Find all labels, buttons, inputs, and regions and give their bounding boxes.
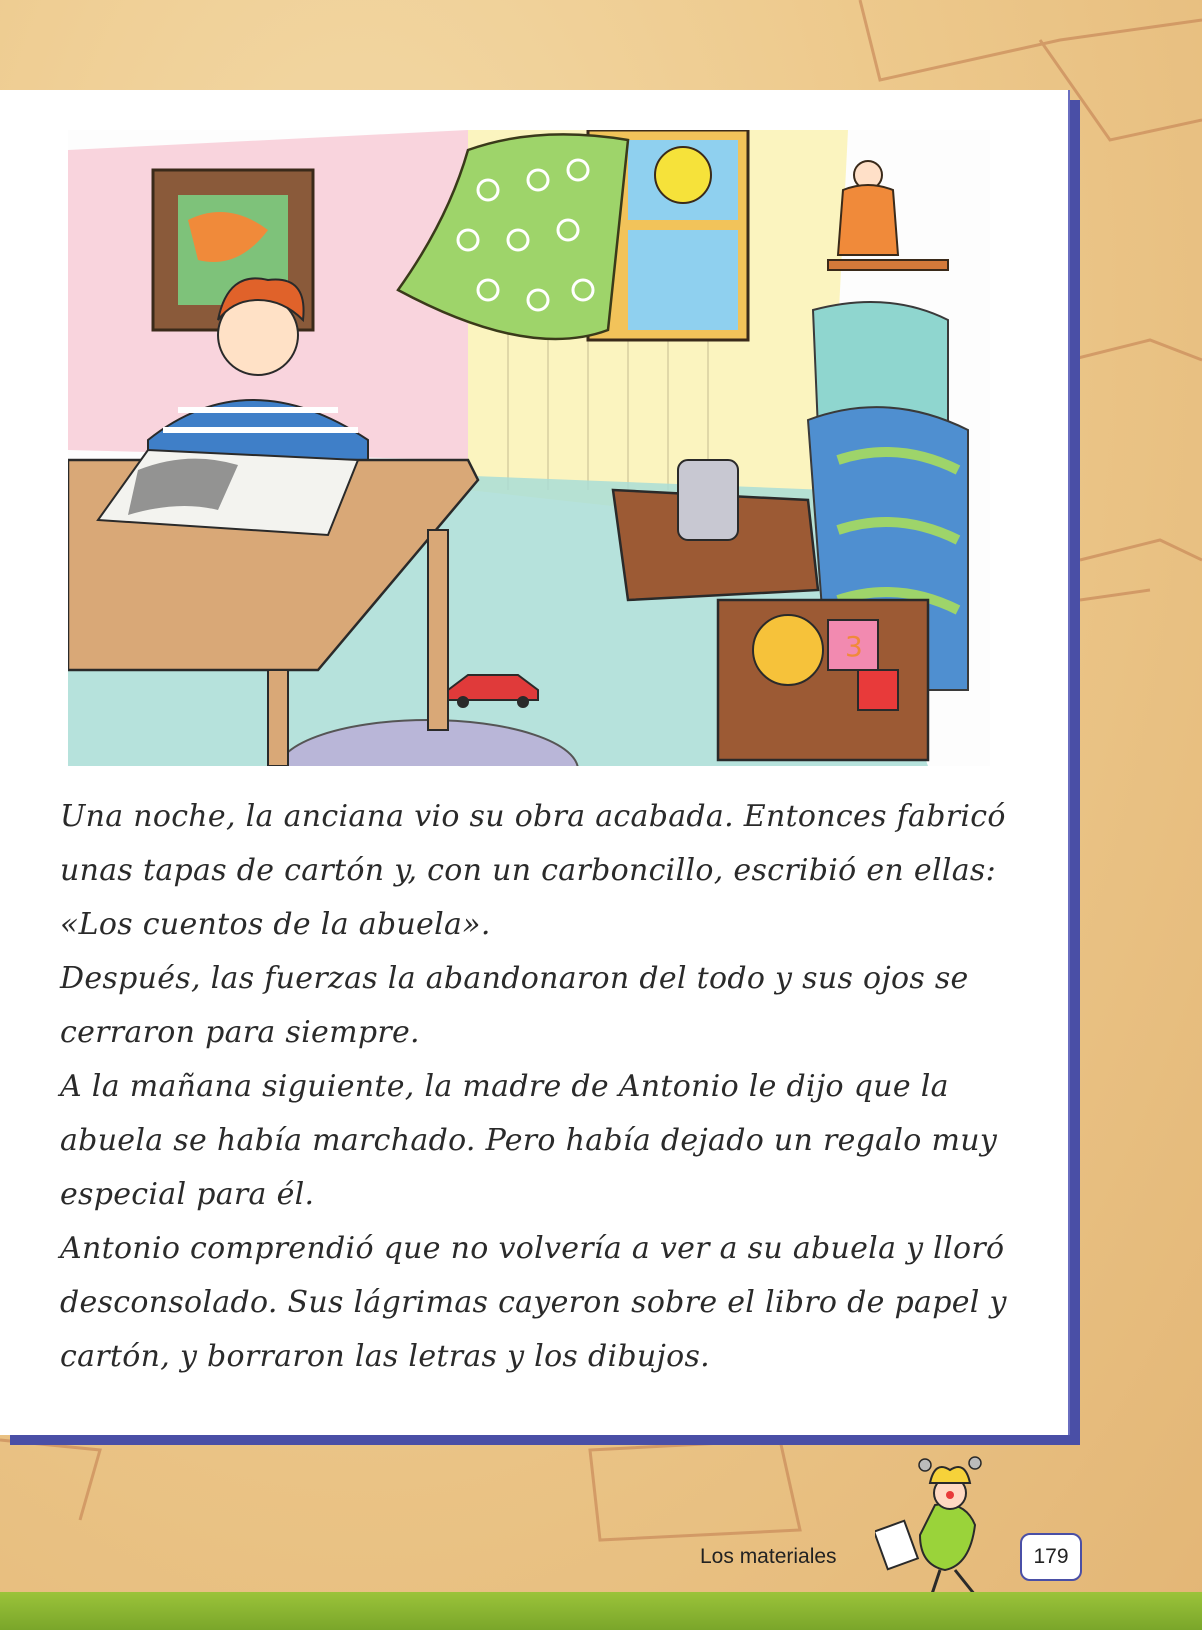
footer-bar [0,1592,1202,1630]
jester-mascot-icon [875,1455,1015,1605]
story-paragraph: Antonio comprendió que no volvería a ver a su abuela y lloró desconsolado. Sus lágrimas cayeron sobre el libro de papel y cartón, y borraron las letras y los dibujos. [60,1231,1007,1374]
story-paragraph: A la mañana siguiente, la madre de Antonio le dijo que la abuela se había marchado. Pero había dejado un regalo muy especial para él. [60,1069,998,1212]
content-panel [0,90,1070,1435]
story-paragraph: Una noche, la anciana vio su obra acabada. Entonces fabricó unas tapas de cartón y, con un carboncillo, escribió en ellas: «Los cuentos de la abuela». [60,799,1006,942]
toy-block-label: 3 [845,630,863,663]
story-paragraph: Después, las fuerzas la abandonaron del todo y sus ojos se cerraron para siempre. [60,961,969,1050]
story-text [60,790,1020,1384]
story-illustration [68,130,990,766]
page-number: 179 [1020,1533,1082,1581]
section-name: Los materiales [700,1545,837,1568]
